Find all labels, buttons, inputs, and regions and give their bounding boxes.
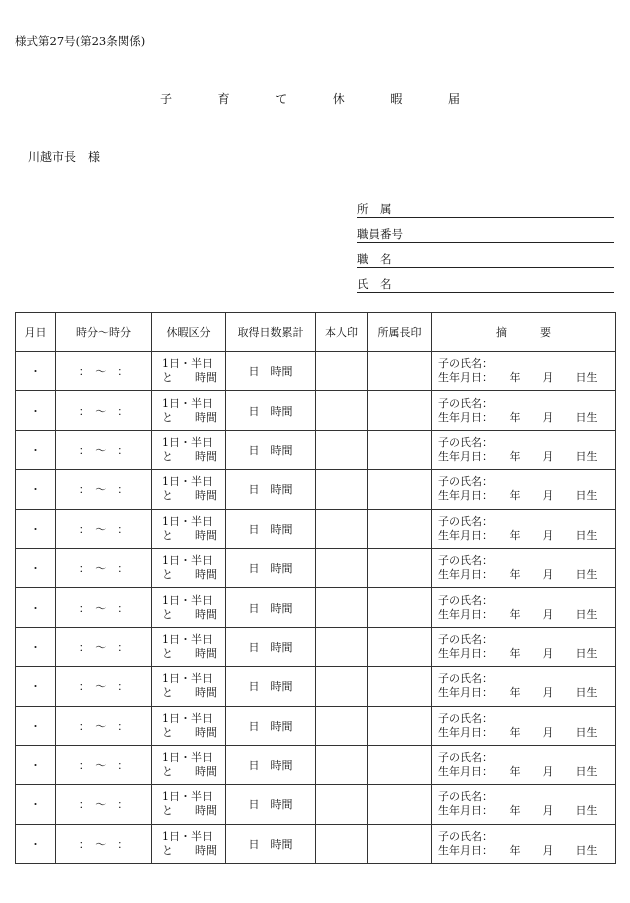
cell-self-seal[interactable] xyxy=(316,509,368,548)
birth-date-label: 生年月日： 年 月 日生 xyxy=(438,607,598,621)
cell-cumulative-days[interactable]: 日 時間 xyxy=(226,785,316,824)
cell-date[interactable]: ・ xyxy=(16,470,56,509)
table-row xyxy=(16,824,616,863)
category-option-hours: と 時間 xyxy=(162,686,217,700)
cell-supervisor-seal[interactable] xyxy=(368,667,432,706)
cell-leave-category[interactable] xyxy=(152,706,226,745)
cell-date[interactable]: ・ xyxy=(16,509,56,548)
header-leave-category: 休暇区分 xyxy=(152,313,226,352)
cell-supervisor-seal[interactable] xyxy=(368,352,432,391)
table-row xyxy=(16,706,616,745)
category-option-hours: と 時間 xyxy=(162,449,217,463)
cell-remarks[interactable] xyxy=(432,430,616,469)
cell-cumulative-days[interactable]: 日 時間 xyxy=(226,352,316,391)
cell-time-range[interactable]: ： ～ ： xyxy=(56,352,152,391)
cell-self-seal[interactable] xyxy=(316,470,368,509)
cell-leave-category[interactable] xyxy=(152,824,226,863)
field-name[interactable]: 氏 名 xyxy=(357,277,614,293)
category-option-hours: と 時間 xyxy=(162,804,217,818)
cell-date[interactable]: ・ xyxy=(16,430,56,469)
cell-self-seal[interactable] xyxy=(316,588,368,627)
cell-supervisor-seal[interactable] xyxy=(368,824,432,863)
cell-time-range[interactable]: ： ～ ： xyxy=(56,667,152,706)
category-option-day: 1日・半日 xyxy=(162,593,213,607)
cell-time-range[interactable]: ： ～ ： xyxy=(56,470,152,509)
header-time-range: 時分～時分 xyxy=(56,313,152,352)
cell-remarks[interactable] xyxy=(432,745,616,784)
table-row xyxy=(16,391,616,430)
field-affiliation[interactable]: 所 属 xyxy=(357,202,614,218)
child-name-label: 子の氏名： xyxy=(438,829,493,843)
cell-time-range[interactable]: ： ～ ： xyxy=(56,745,152,784)
category-option-hours: と 時間 xyxy=(162,528,217,542)
cell-supervisor-seal[interactable] xyxy=(368,548,432,587)
cell-supervisor-seal[interactable] xyxy=(368,430,432,469)
cell-self-seal[interactable] xyxy=(316,667,368,706)
category-option-hours: と 時間 xyxy=(162,607,217,621)
child-name-label: 子の氏名： xyxy=(438,711,493,725)
header-self-seal: 本人印 xyxy=(316,313,368,352)
addressee: 川越市長 様 xyxy=(28,150,101,164)
cell-self-seal[interactable] xyxy=(316,627,368,666)
cell-leave-category[interactable] xyxy=(152,667,226,706)
table-row xyxy=(16,627,616,666)
birth-date-label: 生年月日： 年 月 日生 xyxy=(438,646,598,660)
cell-time-range[interactable]: ： ～ ： xyxy=(56,430,152,469)
table-row xyxy=(16,352,616,391)
cell-time-range[interactable]: ： ～ ： xyxy=(56,627,152,666)
birth-date-label: 生年月日： 年 月 日生 xyxy=(438,686,598,700)
cell-remarks[interactable] xyxy=(432,706,616,745)
birth-date-label: 生年月日： 年 月 日生 xyxy=(438,568,598,582)
category-option-hours: と 時間 xyxy=(162,843,217,857)
child-name-label: 子の氏名： xyxy=(438,435,493,449)
cell-leave-category[interactable] xyxy=(152,548,226,587)
document-title xyxy=(160,90,460,107)
category-option-hours: と 時間 xyxy=(162,568,217,582)
title-char: 休 xyxy=(332,92,345,106)
cell-date[interactable]: ・ xyxy=(16,548,56,587)
cell-supervisor-seal[interactable] xyxy=(368,706,432,745)
cell-remarks[interactable] xyxy=(432,785,616,824)
cell-leave-category[interactable] xyxy=(152,430,226,469)
birth-date-label: 生年月日： 年 月 日生 xyxy=(438,489,598,503)
cell-self-seal[interactable] xyxy=(316,745,368,784)
cell-self-seal[interactable] xyxy=(316,706,368,745)
category-option-day: 1日・半日 xyxy=(162,751,213,765)
category-option-hours: と 時間 xyxy=(162,371,217,385)
table-row xyxy=(16,588,616,627)
cell-date[interactable]: ・ xyxy=(16,588,56,627)
child-name-label: 子の氏名： xyxy=(438,632,493,646)
title-char: て xyxy=(275,92,288,106)
table-row xyxy=(16,667,616,706)
table-row xyxy=(16,785,616,824)
child-name-label: 子の氏名： xyxy=(438,751,493,765)
cell-cumulative-days[interactable]: 日 時間 xyxy=(226,509,316,548)
category-option-day: 1日・半日 xyxy=(162,475,213,489)
child-name-label: 子の氏名： xyxy=(438,790,493,804)
cell-leave-category[interactable] xyxy=(152,785,226,824)
cell-time-range[interactable]: ： ～ ： xyxy=(56,706,152,745)
category-option-day: 1日・半日 xyxy=(162,672,213,686)
child-name-label: 子の氏名： xyxy=(438,475,493,489)
cell-time-range[interactable]: ： ～ ： xyxy=(56,588,152,627)
category-option-day: 1日・半日 xyxy=(162,554,213,568)
cell-supervisor-seal[interactable] xyxy=(368,785,432,824)
cell-cumulative-days[interactable]: 日 時間 xyxy=(226,824,316,863)
title-char: 暇 xyxy=(390,92,403,106)
category-option-hours: と 時間 xyxy=(162,646,217,660)
cell-supervisor-seal[interactable] xyxy=(368,470,432,509)
cell-time-range[interactable]: ： ～ ： xyxy=(56,509,152,548)
cell-date[interactable]: ・ xyxy=(16,627,56,666)
category-option-hours: と 時間 xyxy=(162,410,217,424)
cell-self-seal[interactable] xyxy=(316,391,368,430)
category-option-day: 1日・半日 xyxy=(162,711,213,725)
header-supervisor-seal: 所属長印 xyxy=(368,313,432,352)
cell-self-seal[interactable] xyxy=(316,352,368,391)
birth-date-label: 生年月日： 年 月 日生 xyxy=(438,449,598,463)
birth-date-label: 生年月日： 年 月 日生 xyxy=(438,410,598,424)
cell-leave-category[interactable] xyxy=(152,745,226,784)
cell-supervisor-seal[interactable] xyxy=(368,509,432,548)
cell-cumulative-days[interactable]: 日 時間 xyxy=(226,430,316,469)
cell-time-range[interactable]: ： ～ ： xyxy=(56,391,152,430)
cell-cumulative-days[interactable]: 日 時間 xyxy=(226,745,316,784)
category-option-hours: と 時間 xyxy=(162,725,217,739)
table-row xyxy=(16,509,616,548)
table-row xyxy=(16,745,616,784)
cell-remarks[interactable] xyxy=(432,667,616,706)
birth-date-label: 生年月日： 年 月 日生 xyxy=(438,843,598,857)
title-char: 届 xyxy=(447,92,460,106)
cell-date[interactable]: ・ xyxy=(16,745,56,784)
child-name-label: 子の氏名： xyxy=(438,672,493,686)
cell-cumulative-days[interactable]: 日 時間 xyxy=(226,667,316,706)
cell-remarks[interactable] xyxy=(432,470,616,509)
cell-self-seal[interactable] xyxy=(316,824,368,863)
child-name-label: 子の氏名： xyxy=(438,593,493,607)
applicant-fields xyxy=(357,202,614,302)
cell-remarks[interactable] xyxy=(432,588,616,627)
header-cumulative-days: 取得日数累計 xyxy=(226,313,316,352)
cell-time-range[interactable]: ： ～ ： xyxy=(56,824,152,863)
cell-date[interactable]: ・ xyxy=(16,391,56,430)
category-option-day: 1日・半日 xyxy=(162,357,213,371)
category-option-day: 1日・半日 xyxy=(162,514,213,528)
birth-date-label: 生年月日： 年 月 日生 xyxy=(438,804,598,818)
form-number: 様式第27号(第23条関係) xyxy=(15,34,146,48)
category-option-day: 1日・半日 xyxy=(162,790,213,804)
cell-cumulative-days[interactable]: 日 時間 xyxy=(226,470,316,509)
title-char: 育 xyxy=(217,92,230,106)
category-option-hours: と 時間 xyxy=(162,765,217,779)
leave-table xyxy=(15,312,616,864)
cell-time-range[interactable]: ： ～ ： xyxy=(56,548,152,587)
cell-leave-category[interactable] xyxy=(152,391,226,430)
table-row xyxy=(16,470,616,509)
birth-date-label: 生年月日： 年 月 日生 xyxy=(438,371,598,385)
category-option-day: 1日・半日 xyxy=(162,632,213,646)
cell-remarks[interactable] xyxy=(432,352,616,391)
cell-supervisor-seal[interactable] xyxy=(368,745,432,784)
child-name-label: 子の氏名： xyxy=(438,396,493,410)
cell-remarks[interactable] xyxy=(432,391,616,430)
cell-leave-category[interactable] xyxy=(152,470,226,509)
header-remarks: 摘 要 xyxy=(432,313,616,352)
child-name-label: 子の氏名： xyxy=(438,514,493,528)
field-job-title[interactable]: 職 名 xyxy=(357,252,614,268)
birth-date-label: 生年月日： 年 月 日生 xyxy=(438,765,598,779)
table-row xyxy=(16,430,616,469)
cell-leave-category[interactable] xyxy=(152,509,226,548)
field-employee-number[interactable]: 職員番号 xyxy=(357,227,614,243)
cell-self-seal[interactable] xyxy=(316,430,368,469)
cell-leave-category[interactable] xyxy=(152,627,226,666)
cell-supervisor-seal[interactable] xyxy=(368,391,432,430)
cell-cumulative-days[interactable]: 日 時間 xyxy=(226,548,316,587)
birth-date-label: 生年月日： 年 月 日生 xyxy=(438,528,598,542)
cell-remarks[interactable] xyxy=(432,548,616,587)
category-option-hours: と 時間 xyxy=(162,489,217,503)
table-header-row xyxy=(16,313,616,352)
table-row xyxy=(16,548,616,587)
cell-cumulative-days[interactable]: 日 時間 xyxy=(226,627,316,666)
cell-cumulative-days[interactable]: 日 時間 xyxy=(226,706,316,745)
cell-remarks[interactable] xyxy=(432,509,616,548)
cell-leave-category[interactable] xyxy=(152,588,226,627)
birth-date-label: 生年月日： 年 月 日生 xyxy=(438,725,598,739)
cell-time-range[interactable]: ： ～ ： xyxy=(56,785,152,824)
category-option-day: 1日・半日 xyxy=(162,435,213,449)
cell-date[interactable]: ・ xyxy=(16,785,56,824)
cell-date[interactable]: ・ xyxy=(16,706,56,745)
cell-self-seal[interactable] xyxy=(316,785,368,824)
cell-remarks[interactable] xyxy=(432,627,616,666)
category-option-day: 1日・半日 xyxy=(162,396,213,410)
header-date: 月日 xyxy=(16,313,56,352)
cell-supervisor-seal[interactable] xyxy=(368,588,432,627)
cell-leave-category[interactable] xyxy=(152,352,226,391)
category-option-day: 1日・半日 xyxy=(162,829,213,843)
cell-date[interactable]: ・ xyxy=(16,667,56,706)
cell-supervisor-seal[interactable] xyxy=(368,627,432,666)
cell-date[interactable]: ・ xyxy=(16,352,56,391)
cell-self-seal[interactable] xyxy=(316,548,368,587)
cell-date[interactable]: ・ xyxy=(16,824,56,863)
cell-cumulative-days[interactable]: 日 時間 xyxy=(226,588,316,627)
title-char: 子 xyxy=(160,92,173,106)
child-name-label: 子の氏名： xyxy=(438,554,493,568)
cell-cumulative-days[interactable]: 日 時間 xyxy=(226,391,316,430)
child-name-label: 子の氏名： xyxy=(438,357,493,371)
cell-remarks[interactable] xyxy=(432,824,616,863)
